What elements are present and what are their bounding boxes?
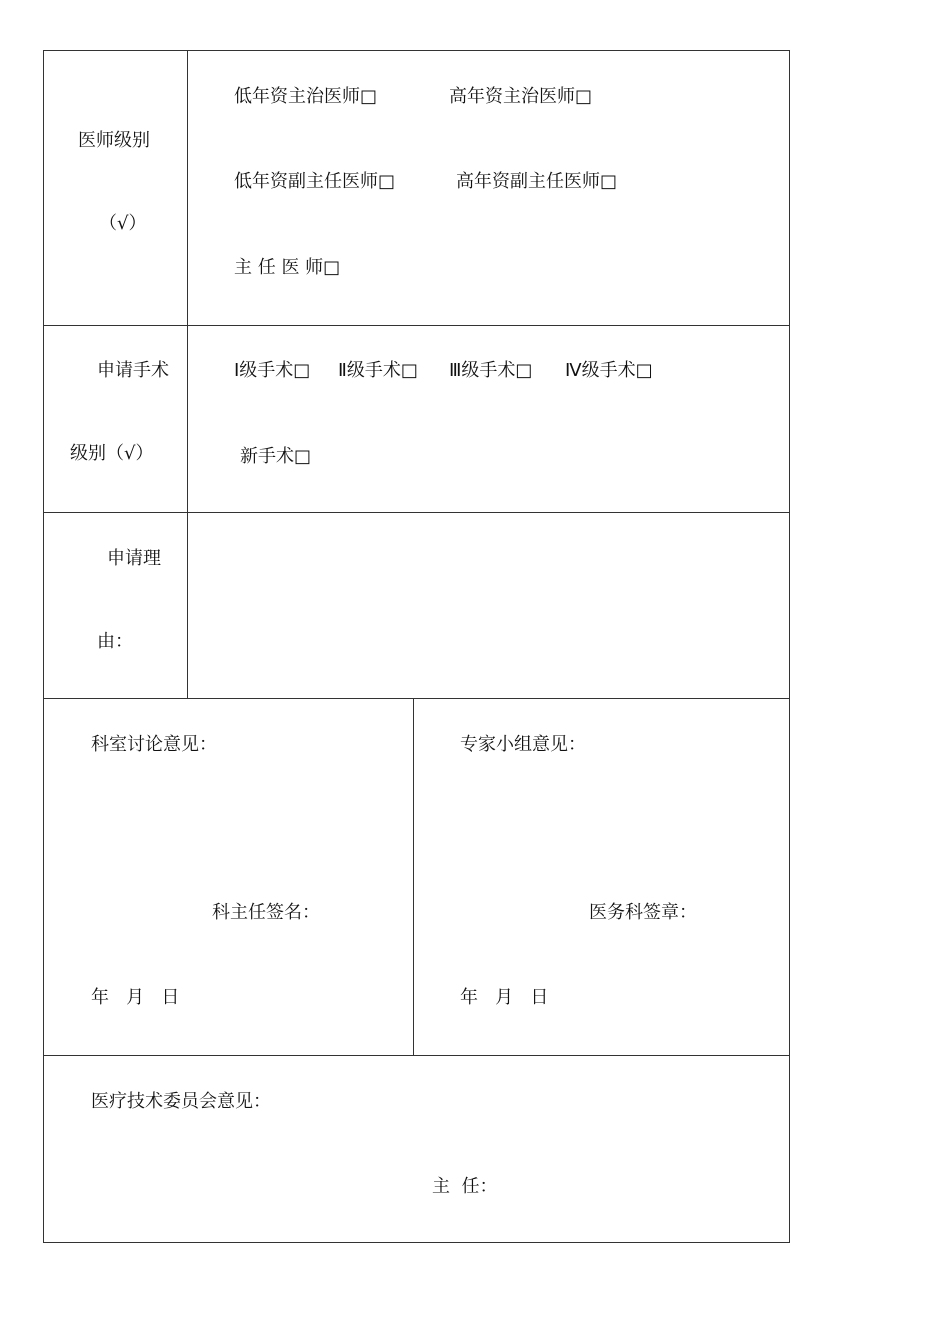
option-chief-physician[interactable]: 主 任 医 师□ <box>234 257 341 278</box>
reason-row <box>44 513 789 699</box>
surgery-level-row <box>44 326 789 513</box>
committee-director-label: 主 任： <box>432 1176 498 1197</box>
column-divider <box>187 51 188 325</box>
doctor-level-check-hint: （√） <box>99 213 147 234</box>
opinions-row <box>44 699 789 1056</box>
committee-opinion-title: 医疗技术委员会意见： <box>91 1091 271 1112</box>
option-senior-associate-chief[interactable]: 高年资副主任医师□ <box>456 171 618 192</box>
surgery-level-check-hint: 级别（√） <box>70 443 154 464</box>
surgery-level-label: 申请手术 <box>97 360 169 381</box>
option-level-1-surgery[interactable]: Ⅰ级手术□ <box>234 360 311 381</box>
department-opinion-title: 科室讨论意见： <box>91 734 217 755</box>
option-level-3-surgery[interactable]: Ⅲ级手术□ <box>449 360 533 381</box>
column-divider <box>187 513 188 698</box>
doctor-level-row <box>44 51 789 326</box>
committee-opinion-row[interactable] <box>44 1056 789 1243</box>
reason-label: 申请理 <box>107 548 161 569</box>
expert-opinion-title: 专家小组意见： <box>460 734 586 755</box>
reason-input-area[interactable] <box>189 513 789 698</box>
option-level-2-surgery[interactable]: Ⅱ级手术□ <box>338 360 418 381</box>
expert-date-label: 年 月 日 <box>460 987 549 1008</box>
reason-label-continued: 由： <box>97 631 133 652</box>
option-senior-attending[interactable]: 高年资主治医师□ <box>449 86 593 107</box>
department-head-signature-label: 科主任签名： <box>212 902 320 923</box>
option-new-surgery[interactable]: 新手术□ <box>240 446 312 467</box>
doctor-level-label: 医师级别 <box>78 130 150 151</box>
expert-opinion-cell[interactable] <box>414 699 789 1055</box>
option-junior-associate-chief[interactable]: 低年资副主任医师□ <box>234 171 396 192</box>
option-junior-attending[interactable]: 低年资主治医师□ <box>234 86 378 107</box>
department-opinion-cell[interactable] <box>44 699 413 1055</box>
column-divider <box>187 326 188 512</box>
medical-affairs-seal-label: 医务科签章： <box>589 902 697 923</box>
department-date-label: 年 月 日 <box>91 987 180 1008</box>
option-level-4-surgery[interactable]: Ⅳ级手术□ <box>565 360 653 381</box>
surgery-application-form <box>43 50 790 1243</box>
